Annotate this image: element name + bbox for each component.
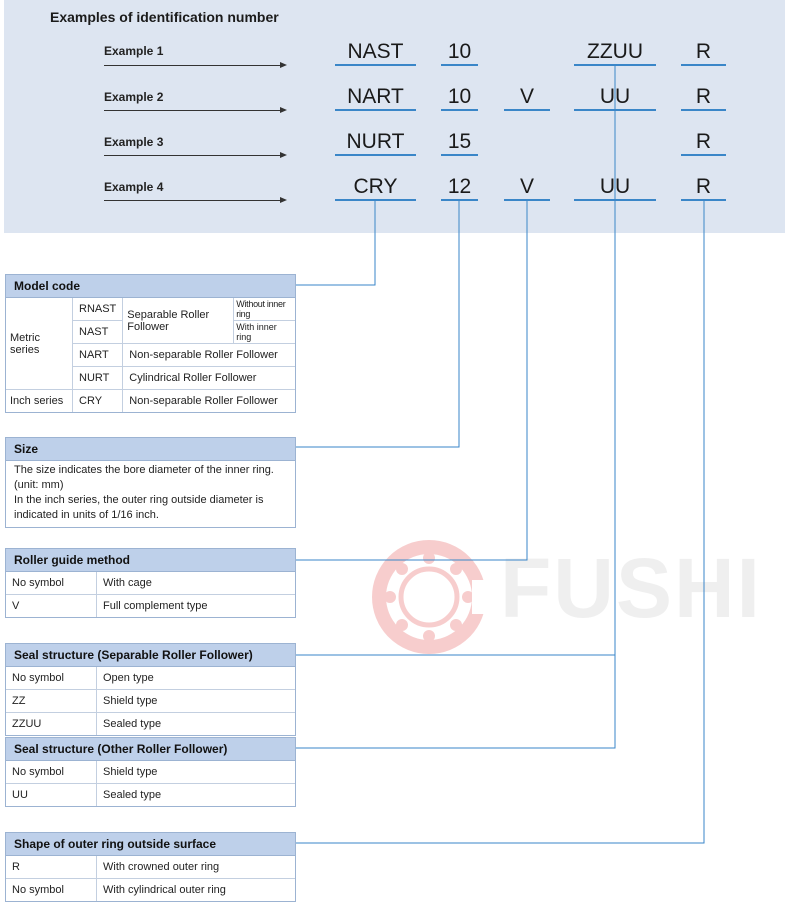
seal-code: ZZ (6, 690, 97, 713)
example-3-label: Example 3 (104, 135, 164, 149)
model-nart: NART (73, 344, 123, 367)
code-shape: R (681, 85, 726, 111)
shape-code: R (6, 856, 97, 879)
table-row (6, 690, 295, 713)
guide-code: No symbol (6, 572, 97, 595)
watermark-text: FUSHI (500, 541, 762, 635)
code-guide: V (504, 175, 550, 201)
seal-code: ZZUU (6, 713, 97, 736)
model-code-header: Model code (6, 275, 295, 298)
size-box (5, 437, 296, 528)
seal-other-header: Seal structure (Other Roller Follower) (6, 738, 295, 761)
code-shape: R (681, 40, 726, 66)
seal-desc: Sealed type (97, 784, 296, 807)
size-line-2: (unit: mm) (14, 479, 64, 491)
model-code-box (5, 274, 296, 413)
cry-desc: Non-separable Roller Follower (123, 390, 295, 413)
table-row (6, 856, 295, 879)
size-line-3: In the inch series, the outer ring outside diameter is (14, 494, 264, 506)
model-nurt: NURT (73, 367, 123, 390)
model-nast: NAST (73, 321, 123, 344)
seal-code: No symbol (6, 761, 97, 784)
example-1-label: Example 1 (104, 44, 164, 58)
examples-title: Examples of identification number (50, 9, 279, 25)
code-model: NART (335, 85, 416, 111)
code-seal: UU (574, 85, 656, 111)
seal-separable-header: Seal structure (Separable Roller Follower) (6, 644, 295, 667)
guide-code: V (6, 595, 97, 618)
table-row (6, 784, 295, 807)
shape-table (6, 856, 295, 901)
code-model: CRY (335, 175, 416, 201)
code-model: NURT (335, 130, 416, 156)
guide-desc: Full complement type (97, 595, 296, 618)
table-row (6, 879, 295, 902)
shape-code: No symbol (6, 879, 97, 902)
table-row (6, 595, 295, 618)
size-description (6, 461, 295, 527)
code-size: 12 (441, 175, 478, 201)
connector-shape (294, 200, 704, 843)
code-shape: R (681, 130, 726, 156)
separable-desc: Separable Roller Follower (123, 298, 234, 344)
seal-other-box (5, 737, 296, 807)
code-model: NAST (335, 40, 416, 66)
code-seal: UU (574, 175, 656, 201)
seal-desc: Sealed type (97, 713, 296, 736)
seal-separable-table (6, 667, 295, 735)
example-4-label: Example 4 (104, 180, 164, 194)
seal-desc: Shield type (97, 761, 296, 784)
size-line-1: The size indicates the bore diameter of the inner ring. (14, 464, 274, 476)
code-guide: V (504, 85, 550, 111)
seal-desc: Shield type (97, 690, 296, 713)
example-2-label: Example 2 (104, 90, 164, 104)
seal-desc: Open type (97, 667, 296, 690)
nart-desc: Non-separable Roller Follower (123, 344, 295, 367)
code-size: 15 (441, 130, 478, 156)
model-code-table (6, 298, 295, 412)
with-inner-ring: With inner ring (234, 321, 295, 344)
shape-header: Shape of outer ring outside surface (6, 833, 295, 856)
table-row (6, 572, 295, 595)
without-inner-ring: Without inner ring (234, 298, 295, 321)
model-rnast: RNAST (73, 298, 123, 321)
inch-series-label: Inch series (6, 390, 73, 413)
seal-separable-box (5, 643, 296, 736)
guide-desc: With cage (97, 572, 296, 595)
table-row (6, 761, 295, 784)
nurt-desc: Cylindrical Roller Follower (123, 367, 295, 390)
connector-model (294, 200, 375, 285)
roller-guide-header: Roller guide method (6, 549, 295, 572)
shape-box (5, 832, 296, 902)
seal-code: UU (6, 784, 97, 807)
roller-guide-box (5, 548, 296, 618)
code-shape: R (681, 175, 726, 201)
code-size: 10 (441, 85, 478, 111)
connector-guide (294, 200, 527, 560)
connector-size (294, 200, 459, 447)
table-row (6, 667, 295, 690)
metric-series-label: Metric series (6, 298, 73, 390)
size-header: Size (6, 438, 295, 461)
connector-seal-other (294, 200, 615, 748)
seal-other-table (6, 761, 295, 806)
seal-code: No symbol (6, 667, 97, 690)
table-row (6, 713, 295, 736)
model-cry: CRY (73, 390, 123, 413)
code-size: 10 (441, 40, 478, 66)
size-line-4: indicated in units of 1/16 inch. (14, 509, 159, 521)
shape-desc: With cylindrical outer ring (97, 879, 296, 902)
shape-desc: With crowned outer ring (97, 856, 296, 879)
code-seal: ZZUU (574, 40, 656, 66)
connector-seal-separable (294, 65, 615, 655)
roller-guide-table (6, 572, 295, 617)
